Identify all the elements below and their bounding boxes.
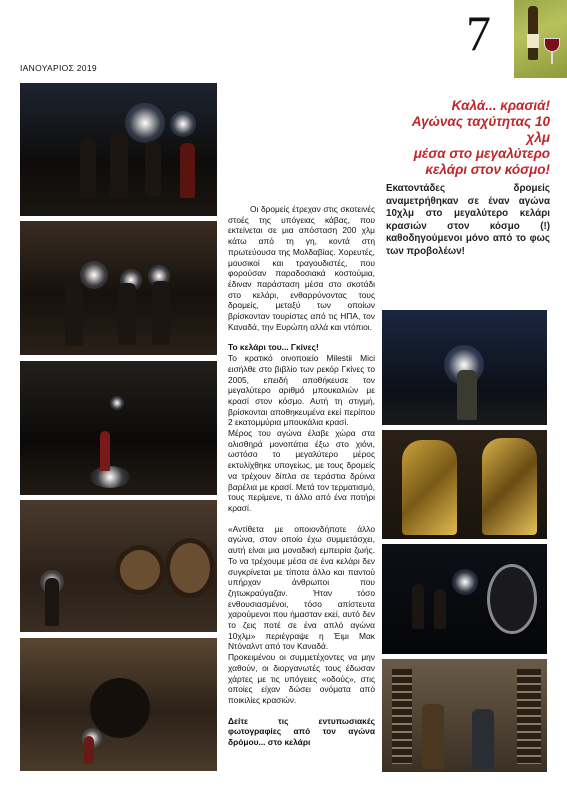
- photo-runners-tunnel-2: [20, 221, 217, 355]
- photo-runner-long-corridor: [20, 361, 217, 495]
- photo-runners-tunnel-1: [20, 83, 217, 216]
- photo-thermal-blanket-finishers: [382, 430, 547, 539]
- wine-bottle-glass-image: [514, 0, 567, 78]
- page-number: 7: [466, 5, 491, 61]
- body-paragraph-2: Το κρατικό οινοποιείο Milestii Mici εισήλθε στο βιβλίο των ρεκόρ Γκίνες το 2005, επειδή αποθήκευσε τον μεγαλύτερο αριθμό μπουκαλιών με κρασί στον κόσμο. Αυτή τη στιγμή, βρίσκονται αποθηκευμένα εκεί περίπου 2 εκατομμύρια μπουκάλια κρασί.: [228, 353, 375, 428]
- body-paragraph-4-quote: «Αντίθετα με οποιονδήποτε άλλο αγώνα, στον οποίο έχω συμμετάσχει, αυτή είναι μια μοναδική εμπειρία ζωής. Το να τρέχουμε μέσα σε ένα κελάρι δεν συγκρίνεται με τίποτα άλλο και παντού υπήρχαν άνθρωποι που ζητωκραύγαζαν. Ήταν τόσο ενθουσιασμένοι, τόσο απίστευτα χαρούμενοι που ήμασταν εκεί, αυτό δεν το ζεις ποτέ σε ένα απλό αγώνα 10χλμ» περιέγραψε η Έιμι Μακ Ντόναλντ από τον Καναδά.: [228, 523, 375, 652]
- headline-line-4: κελάρι στον κόσμο!: [425, 162, 550, 177]
- article-body: [228, 204, 375, 748]
- photo-lone-runner-cellar: [20, 638, 217, 771]
- headline-line-2: Αγώνας ταχύτητας 10 χλμ: [411, 114, 550, 145]
- photo-barrel-corridor-runners: [382, 544, 547, 654]
- closing-photo-note: Δείτε τις εντυπωσιακές φωτογραφίες από τον αγώνα δρόμου... στο κελάρι: [228, 715, 375, 748]
- issue-date: ΙΑΝΟΥΑΡΙΟΣ 2019: [20, 63, 97, 73]
- photo-runner-headlamp: [382, 310, 547, 425]
- body-paragraph-3: Μέρος του αγώνα έλαβε χώρα στα ολισθηρά μονοπάτια έξω στο χιόνι, ωστόσο το μεγαλύτερο μέρος εκτυλίχθηκε υπογείως, με τους δρομείς να τρέχουν δίπλα σε τεράστια δρύινα βαρέλια με κρασί. Μετά τον τερματισμό, τους περίμενε, τι άλλο από ένα ποτήρι κρασί.: [228, 428, 375, 513]
- body-paragraph-1: Οι δρομείς έτρεχαν στις σκοτεινές στοές της υπόγειας κάβας, που εκτείνεται σε μια απόσταση 200 χλμ κάτω από τη γη, κοντά στη πρωτεύουσα της Μολδαβίας. Χορευτές, μουσικοί και τραγουδιστές, που φορούσαν παραδοσιακά κοστούμια, έδιναν παράσταση μέσα στο σκοτάδι στο κελάρι, ενθαρρύνοντας τους δρομείς, μεταξύ των οποίων βρίσκονταν τουρίστες από τις ΗΠΑ, τον Καναδά, την Ευρώπη αλλά και ντόπιοι.: [228, 204, 375, 332]
- body-paragraph-5: Προκειμένου οι συμμετέχοντες να μην χαθούν, οι διοργανωτές τους έδωσαν χάρτες με τις υπόγειες «οδούς», στις οποίες είχαν δώσει ονόματα από ποικιλίες κρασιών.: [228, 652, 375, 705]
- photo-wine-barrels-tunnel: [20, 500, 217, 632]
- headline-line-1: Καλά... κρασιά!: [451, 98, 550, 113]
- article-headline: [400, 98, 550, 178]
- photo-bottle-racks-visitors: [382, 659, 547, 772]
- article-lead: Εκατοντάδες δρομείς αναμετρήθηκαν σε έναν αγώνα 10χλμ στο μεγαλύτερο κελάρι κρασιών στον κόσμο (!) καθοδηγούμενοι μόνο από το φως των προβολέων!: [386, 183, 550, 257]
- subheading-guinness: Το κελάρι του... Γκίνες!: [228, 342, 319, 353]
- headline-line-3: μέσα στο μεγαλύτερο: [413, 146, 550, 161]
